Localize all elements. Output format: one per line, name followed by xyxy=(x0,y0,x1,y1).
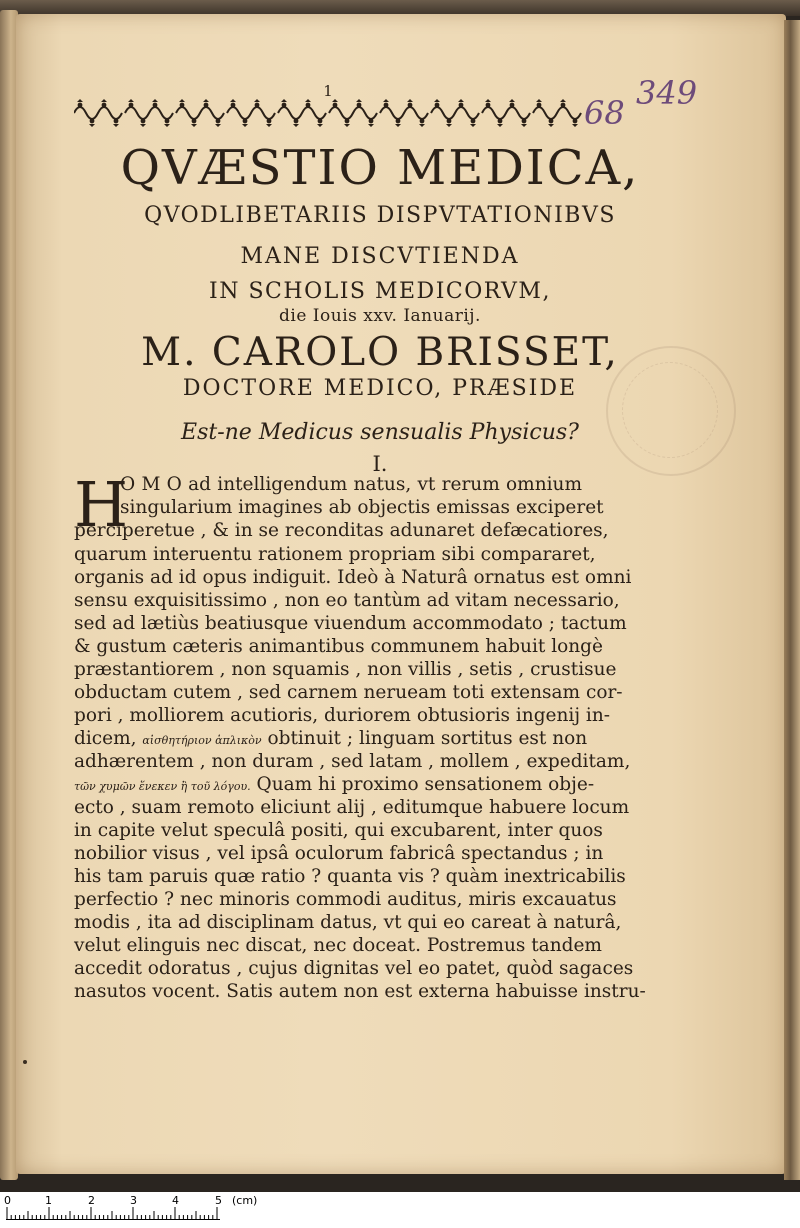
ruler-label: 3 xyxy=(130,1194,137,1207)
text-line: O M O ad intelligendum natus, vt rerum omnium xyxy=(120,474,582,495)
handwritten-folio-349: 349 xyxy=(636,74,698,112)
ink-spot xyxy=(23,1060,27,1064)
text-line: nasutos vocent. Satis autem non est externa habuisse instru- xyxy=(74,981,646,1002)
drop-cap: H xyxy=(74,468,129,541)
text-line: & gustum cæteris animantibus communem habuit longè xyxy=(74,636,603,657)
subtitle-line-2: MANE DISCVTIENDA xyxy=(240,244,520,269)
ruler-label: 5 xyxy=(215,1194,222,1207)
page-number: 1 xyxy=(323,82,333,100)
text-line: sensu exquisitissimo , non eo tantùm ad vitam necessario, xyxy=(74,590,620,611)
subtitle-line-1: QVODLIBETARIIS DISPVTATIONIBVS xyxy=(144,203,616,228)
text-segment: Quam hi proximo sensationem obje- xyxy=(250,774,595,795)
praeses-name: M. CAROLO BRISSET, xyxy=(141,330,619,375)
ruler-label: 0 xyxy=(4,1194,11,1207)
text-line: sed ad lætiùs beatiusque viuendum accommodato ; tactum xyxy=(74,613,627,634)
text-line: ecto , suam remoto eliciunt alij , editumque habuere locum xyxy=(74,797,630,818)
section-number: I. xyxy=(372,452,388,476)
text-line: quarum interuentu rationem propriam sibi compararet, xyxy=(74,544,596,565)
greek-text: τῶν χυμῶν ἕνεκεν ἢ τοῦ λόγου. xyxy=(74,780,251,793)
praeses-title: DOCTORE MEDICO, PRÆSIDE xyxy=(182,376,578,401)
handwritten-folio-68: 68 xyxy=(584,94,625,132)
text-segment: dicem, xyxy=(74,728,143,749)
text-line: adhærentem , non duram , sed latam , mollem , expeditam, xyxy=(74,751,631,772)
ruler-ticks xyxy=(6,1206,220,1220)
text-line: organis ad id opus indiguit. Ideò à Naturâ ornatus est omni xyxy=(74,567,632,588)
text-line-greek xyxy=(74,774,595,795)
document-title: QVÆSTIO MEDICA, xyxy=(120,140,640,196)
text-line: perfectio ? nec minoris commodi auditus, miris excauatus xyxy=(74,889,617,910)
text-segment: obtinuit ; linguam sortitus est non xyxy=(261,728,588,749)
question-heading: Est-ne Medicus sensualis Physicus? xyxy=(181,420,579,445)
ruler-label: 2 xyxy=(88,1194,95,1207)
text-line: pori , molliorem acutioris, duriorem obtusioris ingenij in- xyxy=(74,705,611,726)
decorative-ornament-band xyxy=(74,98,584,128)
text-line: modis , ita ad disciplinam datus, vt qui eo careat à naturâ, xyxy=(74,912,622,933)
ruler-unit: (cm) xyxy=(232,1194,258,1207)
text-line: singularium imagines ab objectis emissas exciperet xyxy=(120,497,604,518)
text-line: velut elinguis nec discat, nec doceat. Postremus tandem xyxy=(74,935,602,956)
text-line: præstantiorem , non squamis , non villis , setis , crustisue xyxy=(74,659,617,680)
ruler-label: 4 xyxy=(172,1194,179,1207)
text-line: in capite velut speculâ positi, qui excubarent, inter quos xyxy=(74,820,603,841)
text-line: perciperetue , & in se reconditas adunaret defæcatiores, xyxy=(74,520,609,541)
text-line: nobilior visus , vel ipsâ oculorum fabricâ spectandus ; in xyxy=(74,843,604,864)
subtitle-line-3: IN SCHOLIS MEDICORVM, xyxy=(209,279,551,304)
book-right-edge xyxy=(784,20,800,1180)
date-line: die Iouis xxv. Ianuarij. xyxy=(279,306,481,326)
text-line: accedit odoratus , cujus dignitas vel eo patet, quòd sagaces xyxy=(74,958,634,979)
text-line-greek xyxy=(74,728,588,749)
greek-text: αἰσθητήριον ἁπλικὸν xyxy=(142,734,262,747)
text-line: obductam cutem , sed carnem nerueam toti extensam cor- xyxy=(74,682,623,703)
ruler-label: 1 xyxy=(45,1194,52,1207)
text-line: his tam paruis quæ ratio ? quanta vis ? quàm inextricabilis xyxy=(74,866,626,887)
